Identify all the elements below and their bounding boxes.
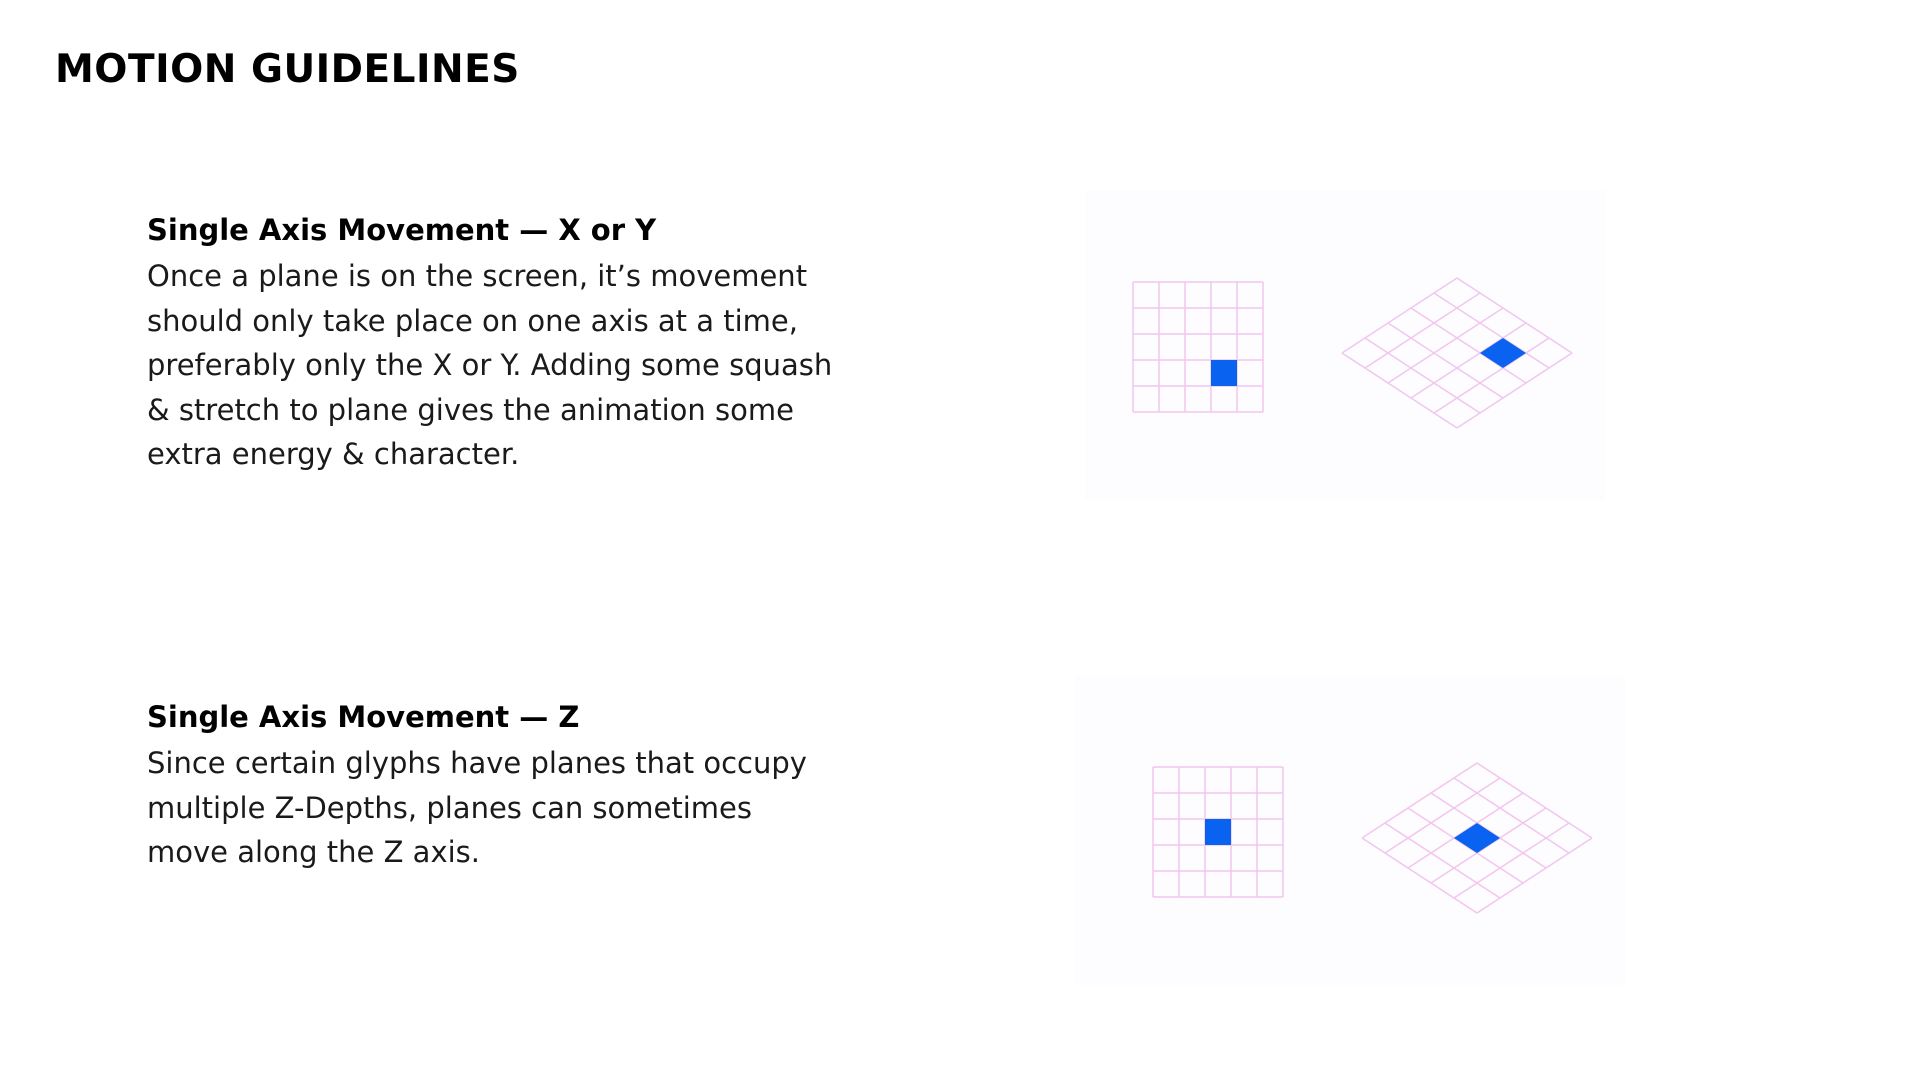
grid-line — [1362, 763, 1477, 838]
section-xy-movement — [147, 210, 927, 477]
grid-line — [1362, 838, 1477, 913]
section-z-movement — [147, 697, 927, 875]
grid-line — [1342, 353, 1457, 428]
grid-line — [1457, 278, 1572, 353]
grid-line — [1477, 763, 1592, 838]
grid-line — [1365, 293, 1480, 368]
section-heading: Single Axis Movement — X or Y — [147, 213, 657, 247]
xy-grid-diagram — [1085, 190, 1605, 500]
highlighted-plane — [1454, 823, 1500, 853]
flat-grid — [1133, 282, 1263, 412]
grid-line — [1365, 338, 1480, 413]
page-title: MOTION GUIDELINES — [55, 47, 520, 92]
section-body: Since certain glyphs have planes that occupy multiple Z-Depths, planes can sometimes move along the Z axis. — [147, 746, 807, 869]
z-movement-illustration — [1075, 675, 1625, 985]
z-grid-diagram — [1075, 675, 1625, 985]
highlighted-plane — [1211, 360, 1237, 386]
section-heading: Single Axis Movement — Z — [147, 700, 580, 734]
isometric-grid — [1342, 278, 1572, 428]
xy-movement-illustration — [1085, 190, 1605, 500]
grid-line — [1342, 278, 1457, 353]
grid-line — [1477, 838, 1592, 913]
flat-grid — [1153, 767, 1283, 897]
highlighted-plane — [1480, 338, 1526, 368]
isometric-grid — [1362, 763, 1592, 913]
grid-line — [1388, 323, 1503, 398]
section-body: Once a plane is on the screen, it’s movement should only take place on one axis at a time, preferably only the X or Y. Adding some squash & stretch to plane gives the animation some extra energy & character. — [147, 259, 833, 471]
grid-line — [1388, 308, 1503, 383]
highlighted-plane — [1205, 819, 1231, 845]
grid-line — [1457, 353, 1572, 428]
